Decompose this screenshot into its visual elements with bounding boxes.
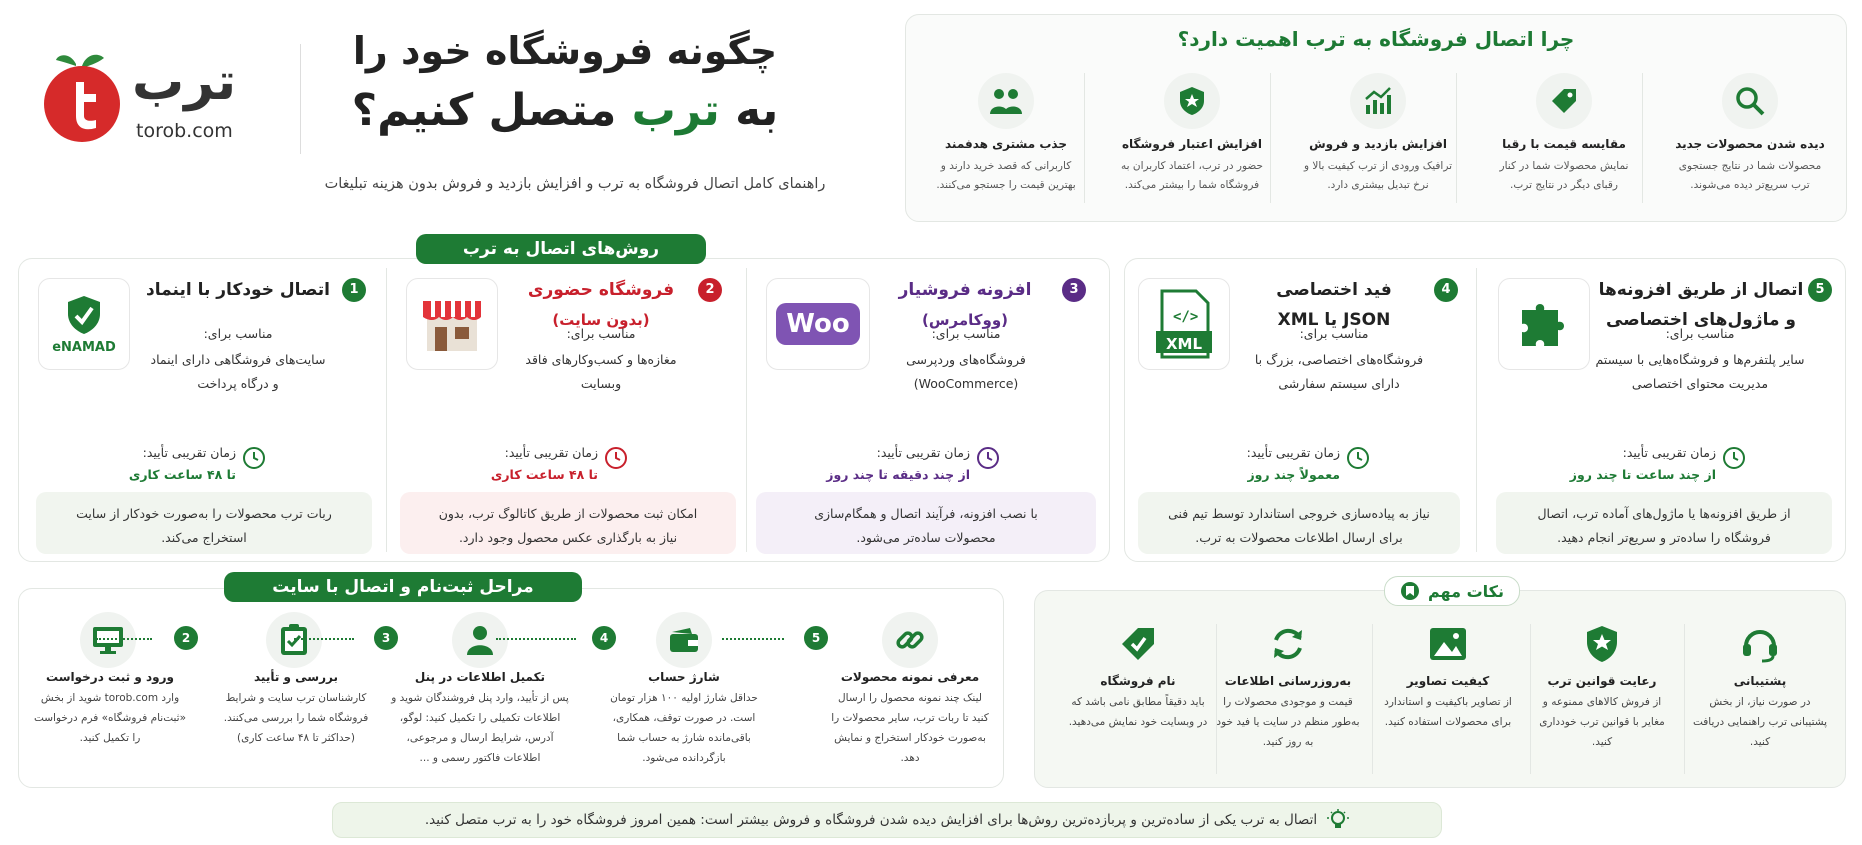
store-logo: [406, 278, 498, 370]
user-icon: [465, 624, 495, 656]
users-icon: [988, 86, 1024, 116]
header-divider: [300, 44, 301, 154]
xml-logo: </> XML: [1138, 278, 1230, 370]
step-item: تکمیل اطلاعات در پنل پس از تأیید، وارد پنل فروشندگان شوید و اطلاعات تکمیلی را تکمیل کنید: لوگو، آدرس، شرایط ارسال و مرجوعی، اطلاعات فاکتور رسمی و ...: [382, 608, 578, 768]
clock-icon: [1722, 446, 1746, 470]
method-card-plugins[interactable]: 5 اتصال از طریق افزونه‌ها و ماژول‌های اختصاصی مناسب برای: سایر پلتفرم‌ها و فروشگاه‌هایی با سیستم مدیریت محتوای اختصاصی زمان تقریبی تأیید: از چند ساعت تا چند روز از طریق افزونه‌ها یا ماژول‌های آماده ترب، اتصال فروشگاه را ساده‌تر و سریع‌تر انجام دهید.: [1490, 270, 1840, 560]
clipboard-check-icon: [279, 623, 309, 657]
tag-check-icon: [1118, 624, 1158, 664]
method-card-feed[interactable]: 4 فید اختصاصی JSON یا XML </> XML مناسب برای: فروشگاه‌های اختصاصی، بزرگ با دارای سیستم سفارشی زمان تقریبی تأیید: معمولاً چند روز نیاز به پیاده‌سازی خروجی استاندارد توسط تیم فنی برای ارسال اطلاعات محصولات به ترب.: [1134, 270, 1474, 560]
steps-title: مراحل ثبت‌نام و اتصال با سایت: [224, 572, 582, 602]
why-item: دیده شدن محصولات جدید محصولات شما در نتایج جستجوی ترب سریع‌تر دیده می‌شوند.: [1662, 73, 1838, 219]
torob-logo-icon: [40, 48, 126, 144]
why-item: افزایش بازدید و فروش ترافیک ورودی از ترب کیفیت بالا و نرخ تبدیل بیشتری دارد.: [1290, 73, 1466, 219]
clock-icon: [242, 446, 266, 470]
clock-icon: [604, 446, 628, 470]
note-item: رعایت قوانین ترب از فروش کالاهای ممنوعه و مغایر با قوانین ترب خودداری کنید.: [1522, 612, 1682, 752]
shield-check-icon: [64, 294, 104, 336]
note-item: پشتیبانی در صورت نیاز، از بخش پشتیبانی ترب راهنمایی دریافت کنید.: [1680, 612, 1840, 752]
page-title: [320, 22, 810, 142]
link-icon: [894, 624, 926, 656]
notes-title-pill: نکات مهم: [1384, 576, 1520, 606]
image-icon: [1428, 626, 1468, 662]
shield-star-icon: [1176, 85, 1208, 117]
note-item: به‌روزرسانی اطلاعات قیمت و موجودی محصولات را به‌طور منظم در سایت یا فید خود به روز کنید.: [1208, 612, 1368, 752]
why-title: چرا اتصال فروشگاه به ترب اهمیت دارد؟: [1177, 27, 1575, 51]
logo[interactable]: [38, 44, 248, 154]
clock-icon: [976, 446, 1000, 470]
step-connector: [96, 638, 152, 640]
step-item: بررسی و تأیید کارشناسان ترب سایت و شرایط فروشگاه شما را بررسی می‌کنند. (حداکثر تا ۴۸ ساعت کاری): [206, 608, 386, 748]
step-connector: [294, 638, 354, 640]
search-icon: [1734, 85, 1766, 117]
note-item: نام فروشگاه باید دقیقاً مطابق نامی باشد که در وبسایت خود نمایش می‌دهید.: [1058, 612, 1218, 732]
step-connector: [496, 638, 576, 640]
logo-text: ترب: [132, 52, 237, 112]
step-item: معرفی نمونه محصولات لینک چند نمونه محصول را ارسال کنید تا ربات ترب، سایر محصولات را به‌صورت خودکار استخراج و نمایش دهد.: [820, 608, 1000, 768]
method-card-physical-store[interactable]: 2 فروشگاه حضوری (بدون سایت) مناسب برای: مغازه‌ها و کسب‌وکارهای فاقد وبسایت زمان تقریبی تأیید: تا ۴۸ ساعت کاری امکان ثبت محصولات از طریق کاتالوگ ترب، بدون نیاز به بارگذاری عکس محصول وجود دارد.: [396, 270, 744, 560]
lightbulb-icon: [1327, 809, 1349, 831]
note-item: کیفیت تصاویر از تصاویر باکیفیت و استاندارد برای محصولات استفاده کنید.: [1368, 612, 1528, 732]
puzzle-icon: [1516, 296, 1572, 352]
headset-icon: [1740, 624, 1780, 664]
title-brand: ترب: [631, 85, 720, 136]
step-item: شارژ حساب حداقل شارژ اولیه ۱۰۰ هزار تومان است. در صورت توقف، همکاری، باقی‌مانده شارژ به حساب شما بازگردانده می‌شود.: [594, 608, 774, 768]
title-line-1: چگونه فروشگاه خود را: [352, 29, 778, 73]
footer-banner: [332, 802, 1442, 838]
enamad-logo: eNAMAD: [38, 278, 130, 370]
methods-title: روش‌های اتصال به ترب: [416, 234, 706, 264]
logo-domain: torob.com: [136, 120, 233, 142]
method-card-enamad[interactable]: 1 اتصال خودکار با اینماد eNAMAD مناسب برای: سایت‌های فروشگاهی دارای اینماد و درگاه پرداخت زمان تقریبی تأیید: تا ۴۸ ساعت کاری ربات ترب محصولات را به‌صورت خودکار از سایت استخراج می‌کند.: [28, 270, 380, 560]
shield-star-icon: [1584, 624, 1620, 664]
why-panel: [905, 14, 1847, 222]
refresh-icon: [1268, 624, 1308, 664]
step-connector: [722, 638, 784, 640]
chart-growth-icon: [1362, 85, 1394, 117]
plugin-logo: [1498, 278, 1590, 370]
footer-text: اتصال به ترب یکی از ساده‌ترین و پربازده‌ترین روش‌ها برای افزایش دیده شدن فروشگاه و فروش بیشتر است: همین امروز فروشگاه خود را به ترب متصل کنید.: [424, 812, 1318, 828]
why-item: جذب مشتری هدفمند کاربرانی که قصد خرید دارند و بهترین قیمت را جستجو می‌کنند.: [918, 73, 1094, 219]
svg-text:</>: </>: [1173, 309, 1199, 325]
why-item: مقایسه قیمت با رقبا نمایش محصولات شما در کنار رقبای دیگر در نتایج ترب.: [1476, 73, 1652, 219]
clock-icon: [1346, 446, 1370, 470]
step-item: ورود و ثبت درخواست وارد torob.com شوید از بخش «ثبت‌نام فروشگاه» فرم درخواست را تکمیل کنید.: [20, 608, 200, 748]
monitor-icon: [91, 625, 125, 655]
bookmark-icon: [1400, 581, 1420, 601]
page-subtitle: راهنمای کامل اتصال فروشگاه به ترب و افزایش بازدید و فروش بدون هزینه تبلیغات: [324, 176, 826, 192]
storefront-icon: [421, 295, 483, 353]
title-line-2: به ترب متصل کنیم؟: [351, 85, 779, 136]
why-item: افزایش اعتبار فروشگاه حضور در ترب، اعتماد کاربران به فروشگاه شما را بیشتر می‌کند.: [1104, 73, 1280, 219]
woo-logo: Woo: [766, 278, 870, 370]
method-card-woocommerce[interactable]: 3 افزونه فروشیار (ووکامرس) Woo مناسب برای: فروشگاه‌های وردپرسی (WooCommerce) زمان تقریبی تأیید: از چند دقیقه تا چند روز با نصب افزونه، فرآیند اتصال و همگام‌سازی محصولات ساده‌تر می‌شود.: [756, 270, 1104, 560]
price-tag-icon: [1548, 85, 1580, 117]
wallet-icon: [668, 626, 700, 654]
